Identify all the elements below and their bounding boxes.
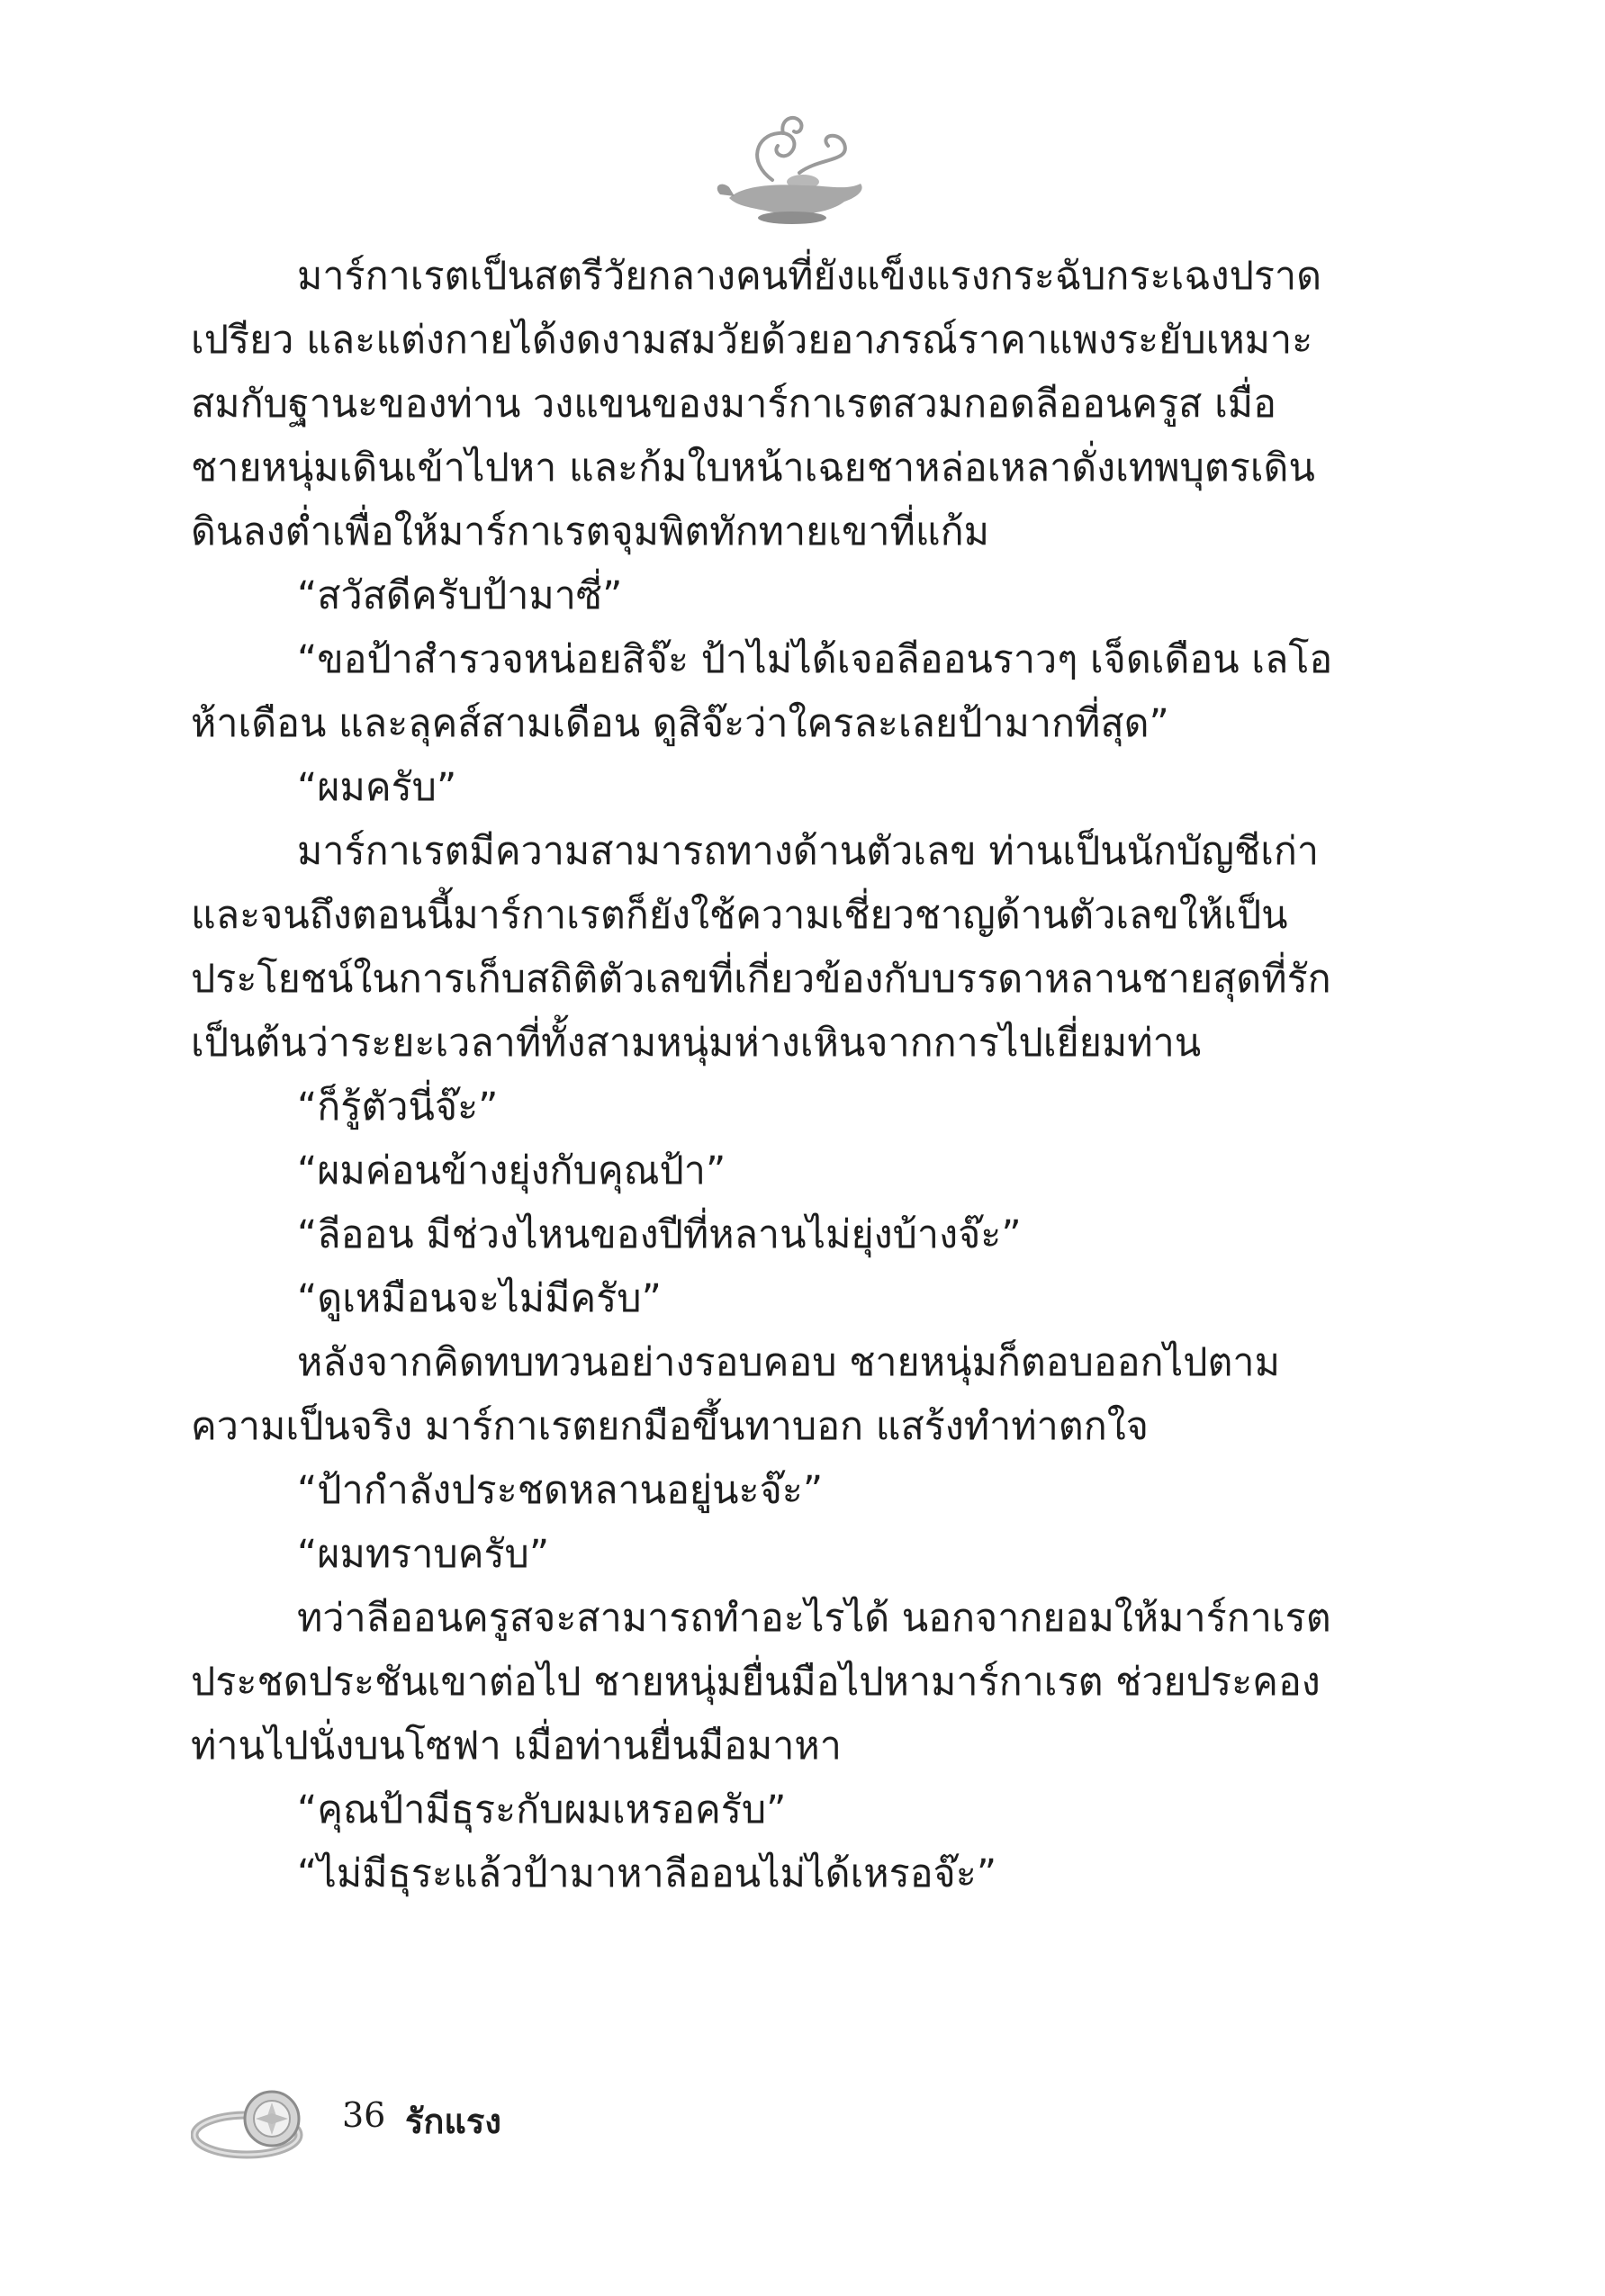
paragraph: มาร์กาเรตมีความสามารถทางด้านตัวเลข ท่านเป็นนักบัญชีเก่า และจนถึงตอนนี้มาร์กาเรตก็ยังใช้ความเชี่ยวชาญด้านตัวเลขให้เป็นประโยชน์ในการเก็บสถิติตัวเลขที่เกี่ยวข้องกับบรรดาหลานชายสุดที่รัก เป็นต้นว่าระยะเวลาที่ทั้งสามหนุ่มห่างเหินจากการไปเยี่ยมท่าน [191,829,1331,1066]
dialogue-line: “ดูเหมือนจะไม่มีครับ” [297,1276,662,1321]
body-text [191,245,1339,1906]
paragraph: หลังจากคิดทบทวนอย่างรอบคอบ ชายหนุ่มก็ตอบออกไปตามความเป็นจริง มาร์กาเรตยกมือขึ้นทาบอก แสร้งทำท่าตกใจ [191,1340,1280,1449]
paragraph: มาร์กาเรตเป็นสตรีวัยกลางคนที่ยังแข็งแรงกระฉับกระเฉงปราดเปรียว และแต่งกายได้งดงามสมวัยด้วยอาภรณ์ราคาแพงระยับเหมาะสมกับฐานะของท่าน วงแขนของมาร์กาเรตสวมกอดลีออนครูส เมื่อชายหนุ่มเดินเข้าไปหา และก้มใบหน้าเฉยชาหล่อเหลาดั่งเทพบุตรเดินดินลงต่ำเพื่อให้มาร์กาเรตจุมพิตทักทายเขาที่แก้ม [191,254,1322,554]
dialogue-line: “ก็รู้ตัวนี่จ๊ะ” [297,1085,499,1130]
dialogue-line: “คุณป้ามีธุระกับผมเหรอครับ” [297,1787,787,1832]
book-title: รักแรง [405,2102,501,2141]
dialogue-line: “ป้ากำลังประชดหลานอยู่นะจ๊ะ” [297,1468,824,1513]
page-number: 36 [342,2095,386,2135]
diamond-ring-icon [191,2079,321,2169]
genie-lamp-icon [693,108,882,230]
dialogue-line: “ไม่มีธุระแล้วป้ามาหาลีออนไม่ได้เหรอจ๊ะ” [297,1851,997,1896]
dialogue-line: “สวัสดีครับป้ามาซี่” [297,573,623,618]
paragraph: “ขอป้าสำรวจหน่อยสิจ๊ะ ป้าไม่ได้เจอลีออนราวๆ เจ็ดเดือน เลโอห้าเดือน และลุคส์สามเดือน ดูสิจ๊ะว่าใครละเลยป้ามากที่สุด” [191,637,1333,746]
page-footer [191,2079,821,2169]
dialogue-line: “ผมค่อนข้างยุ่งกับคุณป้า” [297,1148,726,1193]
dialogue-line: “ผมครับ” [297,765,457,810]
paragraph: ทว่าลีออนครูสจะสามารถทำอะไรได้ นอกจากยอมให้มาร์กาเรตประชดประชันเขาต่อไป ชายหนุ่มยื่นมือไปหามาร์กาเรต ช่วยประคองท่านไปนั่งบนโซฟา เมื่อท่านยื่นมือมาหา [191,1596,1331,1769]
dialogue-line: “ลีออน มีช่วงไหนของปีที่หลานไม่ยุ่งบ้างจ๊ะ” [297,1212,1022,1257]
dialogue-line: “ผมทราบครับ” [297,1532,550,1577]
